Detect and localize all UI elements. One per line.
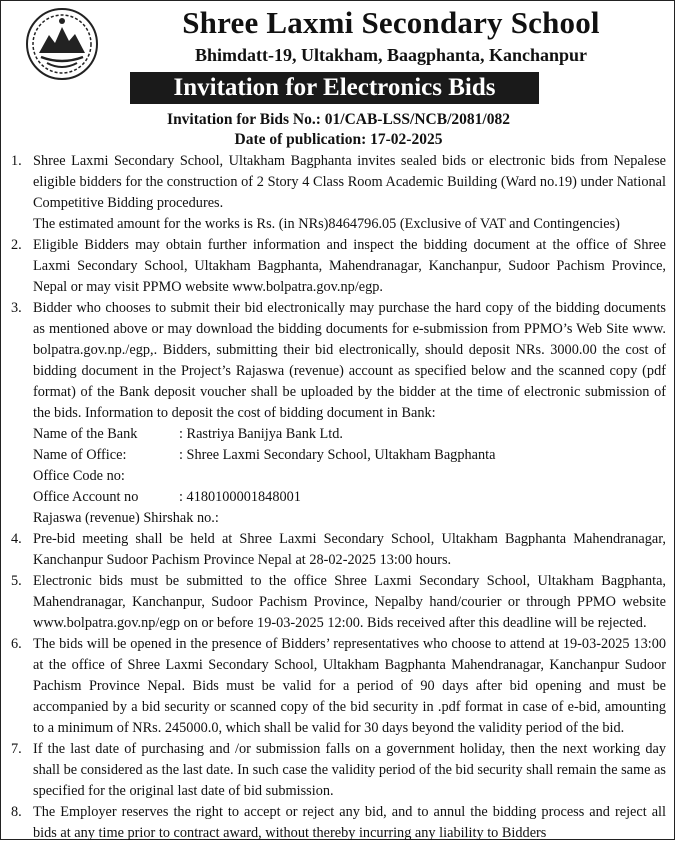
item-text: Bidder who chooses to submit their bid electronically may purchase the hard copy of the bidding documents as mentioned above or may download the bidding documents for e-submission from PPMO’s Web Site www. bolpatra.gov.np./egp,. Bidders, submitting their bid electronically, should deposit NRs. 3000.00 the cost of bidding document in the Project’s Rajaswa (revenue) account as specified below and the scanned copy (pdf format) of the Bank deposit voucher shall be uploaded by the bidder at the time of electronic submission of the bids. Information to deposit the cost of bidding document in Bank:	[33, 300, 666, 421]
account-label: Office Account no	[33, 489, 139, 505]
office-name-label: Name of Office:	[33, 447, 127, 463]
list-item	[11, 802, 666, 844]
item-number: 6.	[11, 636, 22, 652]
rajaswa-label: Rajaswa (revenue) Shirshak no.:	[33, 510, 219, 526]
school-address: Bhimdatt-19, Ultakham, Baagphanta, Kanchanpur	[194, 45, 588, 65]
account-row	[33, 487, 666, 508]
account-value: : 4180100001848001	[179, 489, 301, 505]
publication-date: Date of publication: 17-02-2025	[234, 131, 443, 148]
list-item	[11, 235, 666, 298]
estimated-amount: The estimated amount for the works is Rs. (in NRs)8464796.05 (Exclusive of VAT and Contingencies)	[33, 216, 620, 232]
item-number: 1.	[11, 153, 22, 169]
office-code-row	[33, 466, 666, 487]
office-name-row	[33, 445, 666, 466]
list-item	[11, 151, 666, 235]
list-item	[11, 739, 666, 802]
item-number: 5.	[11, 573, 22, 589]
bank-name-label: Name of the Bank	[33, 426, 138, 442]
item-number: 4.	[11, 531, 22, 547]
nepal-government-emblem-icon	[25, 7, 99, 81]
notice-items	[11, 151, 666, 844]
item-number: 8.	[11, 804, 22, 820]
item-text: The bids will be opened in the presence of Bidders’ representatives who choose to attend at 19-03-2025 13:00 at the office of Shree Laxmi Secondary School, Ultakham Bagphanta Mahendranagar, Kanchanpur Sudoor Pachism Province Nepal. Bids must be valid for a period of 90 days after bid opening and must be accompanied by a bid security or scanned copy of the bid security in .pdf format in case of e-bid, amounting to a minimum of NRs. 245000.0, which shall be valid for 30 days beyond the validity period of the bid.	[33, 636, 666, 736]
list-item	[11, 571, 666, 634]
bank-name-row	[33, 424, 666, 445]
list-item	[11, 634, 666, 739]
list-item	[11, 529, 666, 571]
notice-title-banner: Invitation for Electronics Bids	[130, 72, 539, 104]
item-number: 2.	[11, 237, 22, 253]
item-text: Eligible Bidders may obtain further information and inspect the bidding document at the office of Shree Laxmi Secondary School, Ultakham Bagphanta, Mahendranagar, Kanchanpur, Sudoor Pachism Province, Nepal or may visit PPMO website www.bolpatra.gov.np/egp.	[33, 237, 666, 295]
bid-number: Invitation for Bids No.: 01/CAB-LSS/NCB/2081/082	[167, 111, 510, 128]
item-number: 3.	[11, 300, 22, 316]
office-name-value: : Shree Laxmi Secondary School, Ultakham Bagphanta	[179, 447, 496, 463]
item-text: The Employer reserves the right to accept or reject any bid, and to annul the bidding process and reject all bids at any time prior to contract award, without thereby incurring any liability to Bidders	[33, 804, 666, 841]
school-name: Shree Laxmi Secondary School	[182, 5, 600, 40]
item-text: Shree Laxmi Secondary School, Ultakham Bagphanta invites sealed bids or electronic bids from Nepalese eligible bidders for the construction of 2 Story 4 Class Room Academic Building (Ward no.19) under National Competitive Bidding procedures.	[33, 153, 666, 211]
bank-name-value: : Rastriya Banijya Bank Ltd.	[179, 426, 343, 442]
item-text: If the last date of purchasing and /or submission falls on a government holiday, then the next working day shall be considered as the last date. In such case the validity period of the bid security shall remain the same as specified for the original last date of bid submission.	[33, 741, 666, 799]
list-item	[11, 298, 666, 529]
item-text: Electronic bids must be submitted to the office Shree Laxmi Secondary School, Ultakham Bagphanta, Mahendranagar, Kanchanpur, Sudoor Pachism Province, Nepalby hand/courier or through PPMO website www.bolpatra.gov.np/egp on or before 19-03-2025 12:00. Bids received after this deadline will be rejected.	[33, 573, 666, 631]
office-code-label: Office Code no:	[33, 468, 125, 484]
item-number: 7.	[11, 741, 22, 757]
item-text: Pre-bid meeting shall be held at Shree Laxmi Secondary School, Ultakham Bagphanta Mahendranagar, Kanchanpur Sudoor Pachism Province Nepal at 28-02-2025 13:00 hours.	[33, 531, 666, 568]
